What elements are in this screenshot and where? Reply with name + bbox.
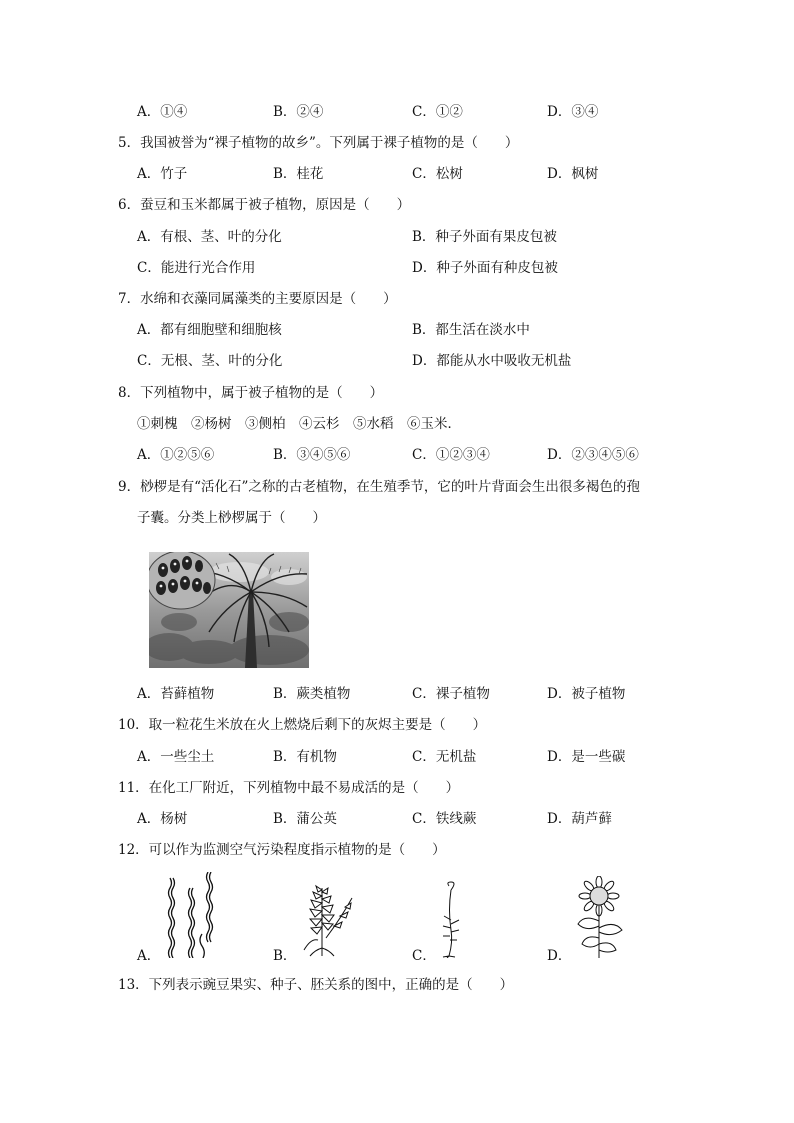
- option-a-alga-image: [158, 872, 228, 958]
- q13-stem: 13．下列表示豌豆果实、种子、胚关系的图中，正确的是（ ）: [118, 977, 514, 993]
- q4-option-b: B．②④: [273, 104, 324, 120]
- q8-option-a: A．①②⑤⑥: [137, 447, 215, 463]
- option-b-fern-image: [296, 878, 354, 958]
- q8-stem: 8．下列植物中，属于被子植物的是（ ）: [118, 385, 384, 401]
- q12-stem: 12．可以作为监测空气污染程度指示植物的是（ ）: [118, 842, 446, 858]
- option-d-sunflower-image: [572, 876, 626, 958]
- q11-option-a: A．杨树: [137, 811, 188, 827]
- q5-option-a: A．竹子: [137, 166, 188, 182]
- q11-option-d: D．葫芦藓: [547, 811, 612, 827]
- q6-stem: 6．蚕豆和玉米都属于被子植物，原因是（ ）: [118, 197, 411, 213]
- q6-option-b: B．种子外面有果皮包被: [412, 229, 557, 245]
- q5-option-c: C．松树: [412, 166, 463, 182]
- q9-option-c: C．裸子植物: [412, 686, 490, 702]
- q7-option-a: A．都有细胞壁和细胞核: [137, 322, 282, 338]
- q9-option-a: A．苔藓植物: [137, 686, 215, 702]
- q12-option-a: A．: [137, 948, 161, 964]
- q12-option-b: B．: [273, 948, 297, 964]
- q12-option-d: D．: [547, 948, 572, 964]
- q6-option-a: A．有根、茎、叶的分化: [137, 229, 282, 245]
- q8-option-d: D．②③④⑤⑥: [547, 447, 639, 463]
- q10-option-b: B．有机物: [273, 749, 337, 765]
- q11-option-c: C．铁线蕨: [412, 811, 477, 827]
- q11-option-b: B．蒲公英: [273, 811, 337, 827]
- q8-option-b: B．③④⑤⑥: [273, 447, 351, 463]
- q7-option-d: D．都能从水中吸收无机盐: [412, 353, 572, 369]
- q9-stem-line2: 子囊。分类上桫椤属于（ ）: [137, 510, 326, 526]
- q7-option-b: B．都生活在淡水中: [412, 322, 530, 338]
- q9-stem-line1: 9．桫椤是有“活化石”之称的古老植物，在生殖季节，它的叶片背面会生出很多褐色的孢: [118, 479, 640, 495]
- q12-option-c: C．: [412, 948, 436, 964]
- q8-option-c: C．①②③④: [412, 447, 490, 463]
- q10-option-c: C．无机盐: [412, 749, 477, 765]
- q4-option-c: C．①②: [412, 104, 463, 120]
- q10-stem: 10．取一粒花生米放在火上燃烧后剩下的灰烬主要是（ ）: [118, 717, 487, 733]
- q10-option-d: D．是一些碳: [547, 749, 626, 765]
- q5-option-b: B．桂花: [273, 166, 324, 182]
- q8-items: ①刺槐 ②杨树 ③侧柏 ④云杉 ⑤水稻 ⑥玉米．: [137, 416, 461, 432]
- q10-option-a: A．一些尘土: [137, 749, 215, 765]
- q9-option-d: D．被子植物: [547, 686, 626, 702]
- q5-stem: 5．我国被誉为“裸子植物的故乡”。下列属于裸子植物的是（ ）: [118, 135, 519, 151]
- q7-option-c: C．无根、茎、叶的分化: [137, 353, 283, 369]
- q5-option-d: D．枫树: [547, 166, 599, 182]
- q6-option-c: C．能进行光合作用: [137, 260, 256, 276]
- q4-option-d: D．③④: [547, 104, 599, 120]
- q7-stem: 7．水绵和衣藻同属藻类的主要原因是（ ）: [118, 291, 397, 307]
- q11-stem: 11．在化工厂附近，下列植物中最不易成活的是（ ）: [118, 780, 460, 796]
- option-c-moss-image: [434, 880, 468, 958]
- q9-option-b: B．蕨类植物: [273, 686, 351, 702]
- q6-option-d: D．种子外面有种皮包被: [412, 260, 558, 276]
- tree-fern-photo: [149, 552, 309, 668]
- q4-option-a: A．①④: [137, 104, 188, 120]
